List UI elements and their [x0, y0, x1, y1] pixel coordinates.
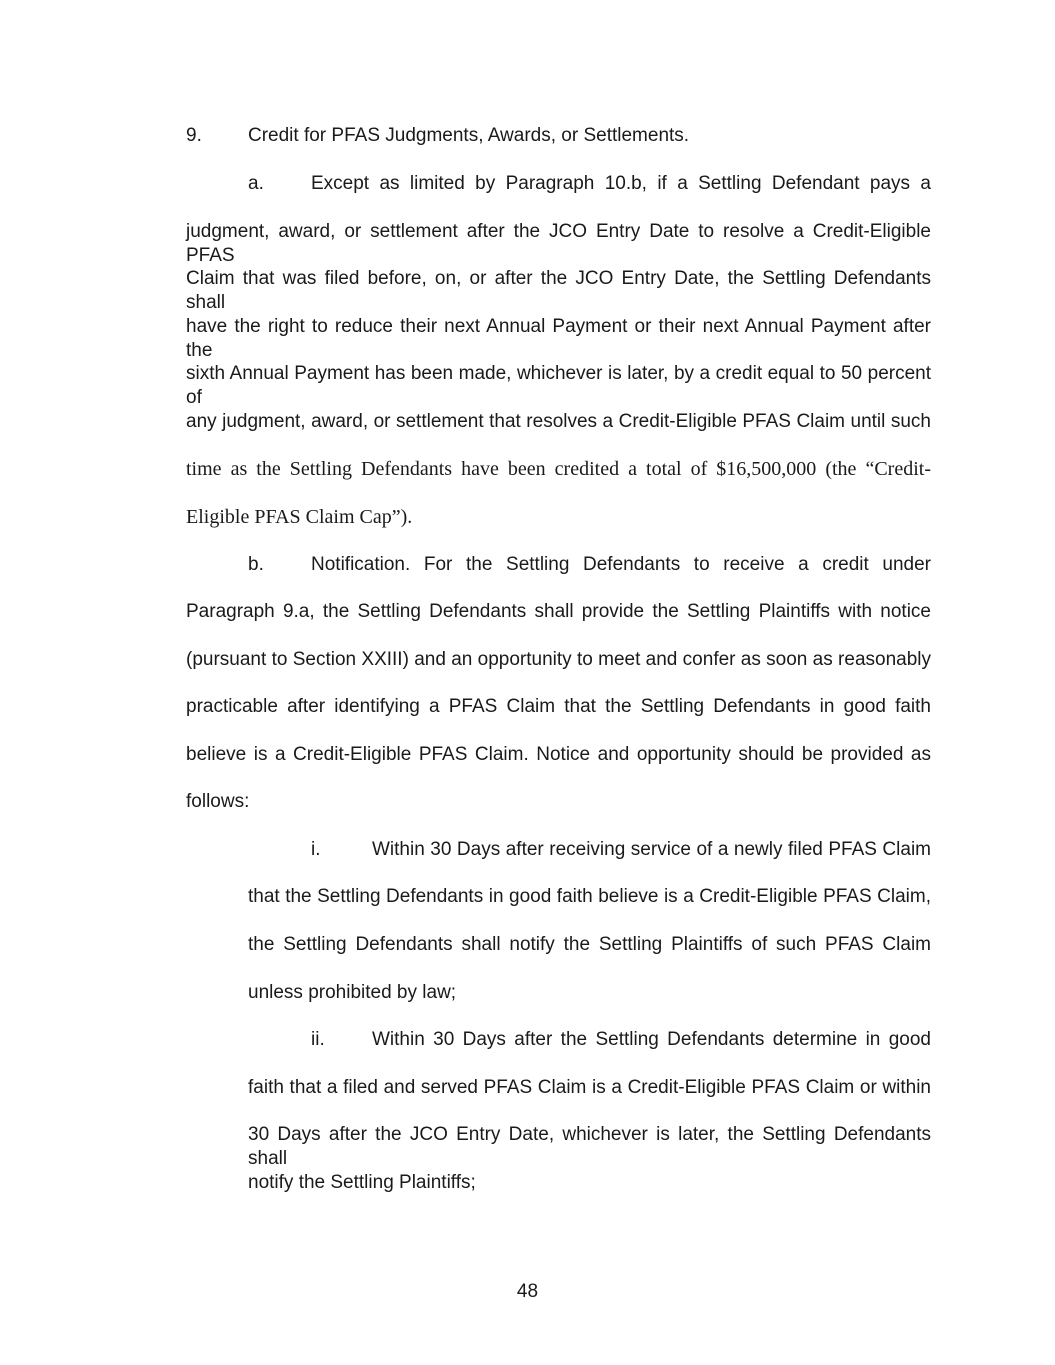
section-heading: Credit for PFAS Judgments, Awards, or Settlements.	[248, 125, 690, 146]
sub-i-line: that the Settling Defendants in good faith believe is a Credit-Eligible PFAS Claim,	[248, 886, 931, 907]
sub-i-line: Within 30 Days after receiving service of a newly filed PFAS Claim	[372, 839, 931, 860]
sub-ii-line: Within 30 Days after the Settling Defendants determine in good	[372, 1029, 931, 1050]
sub-i-line: the Settling Defendants shall notify the Settling Plaintiffs of such PFAS Claim	[248, 934, 931, 955]
sub-ii-line: notify the Settling Plaintiffs;	[248, 1172, 476, 1193]
sub-ii-label: ii.	[311, 1029, 325, 1050]
para-a-line: any judgment, award, or settlement that resolves a Credit-Eligible PFAS Claim until such	[186, 411, 931, 432]
para-a-line: Claim that was filed before, on, or after the JCO Entry Date, the Settling Defendants shall	[186, 268, 931, 313]
section-number: 9.	[186, 125, 202, 146]
para-b-line: practicable after identifying a PFAS Claim that the Settling Defendants in good faith	[186, 696, 931, 717]
para-a-line: Eligible PFAS Claim Cap”).	[186, 506, 413, 528]
page-number: 48	[516, 1281, 539, 1302]
sub-i-line: unless prohibited by law;	[248, 982, 457, 1003]
para-b-label: b.	[248, 554, 264, 575]
para-a-line: judgment, award, or settlement after the JCO Entry Date to resolve a Credit-Eligible PFAS	[186, 221, 931, 266]
para-b-line: Paragraph 9.a, the Settling Defendants shall provide the Settling Plaintiffs with notice	[186, 601, 931, 622]
sub-ii-line: 30 Days after the JCO Entry Date, whichever is later, the Settling Defendants shall	[248, 1124, 931, 1169]
para-b-line: Notification. For the Settling Defendants to receive a credit under	[311, 554, 931, 575]
sub-ii-line: faith that a filed and served PFAS Claim is a Credit-Eligible PFAS Claim or within	[248, 1077, 931, 1098]
para-b-line: follows:	[186, 791, 250, 812]
para-b-line: believe is a Credit-Eligible PFAS Claim. Notice and opportunity should be provided as	[186, 744, 931, 765]
para-a-line: sixth Annual Payment has been made, whichever is later, by a credit equal to 50 percent of	[186, 363, 931, 408]
para-a-label: a.	[248, 173, 264, 194]
para-a-line: Except as limited by Paragraph 10.b, if a Settling Defendant pays a	[311, 173, 931, 194]
para-a-line: time as the Settling Defendants have been credited a total of $16,500,000 (the “Credit-	[186, 458, 931, 480]
para-a-line: have the right to reduce their next Annual Payment or their next Annual Payment after the	[186, 316, 931, 361]
sub-i-label: i.	[311, 839, 321, 860]
para-b-line: (pursuant to Section XXIII) and an opportunity to meet and confer as soon as reasonably	[186, 649, 931, 670]
